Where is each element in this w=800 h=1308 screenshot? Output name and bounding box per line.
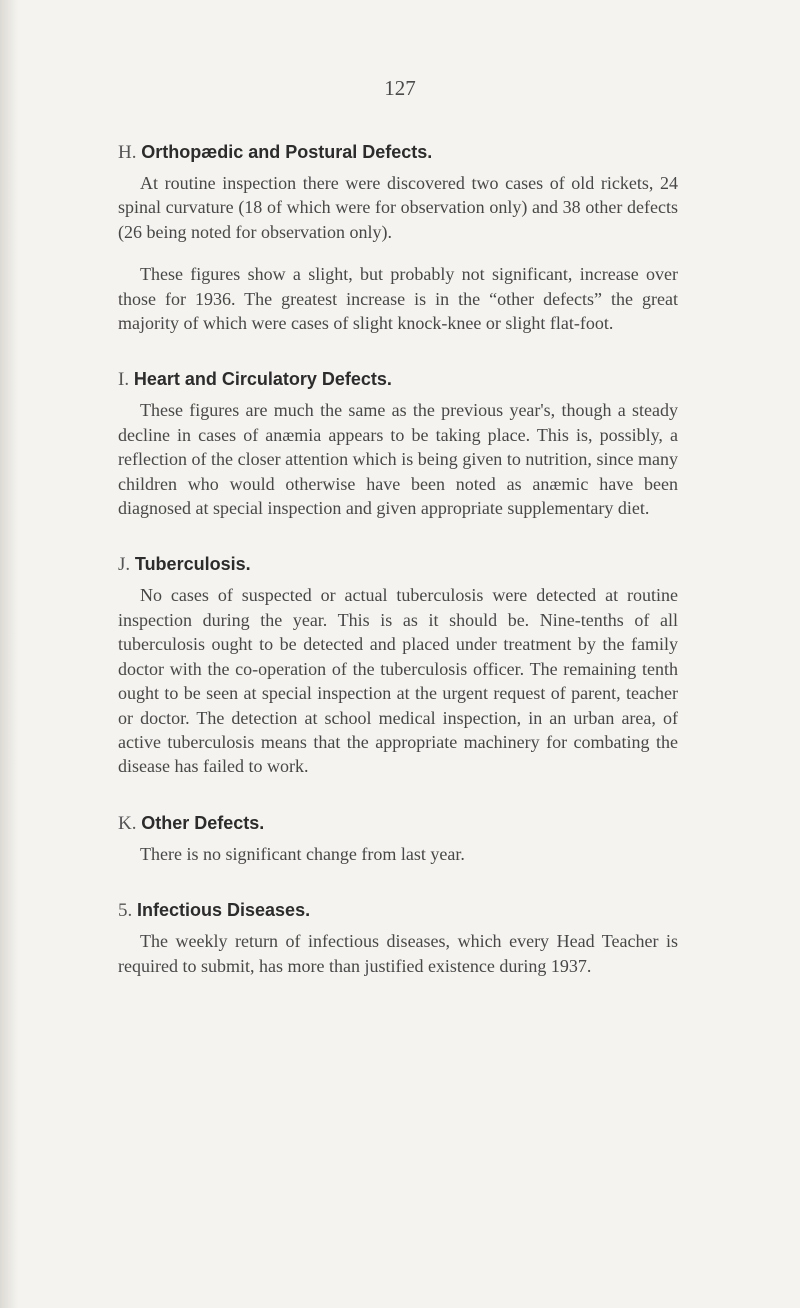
section-heading <box>118 138 678 167</box>
section-letter: H. <box>118 142 137 163</box>
paragraph: The weekly return of infectious diseases, which every Head Teacher is required to submit, has more than justified existence during 1937. <box>118 931 678 976</box>
section-other-defects <box>118 809 678 866</box>
section-heading <box>118 896 678 925</box>
section-letter: 5. <box>118 900 133 922</box>
page-edge-shadow <box>0 0 18 1308</box>
section-heading <box>118 365 678 394</box>
paragraph: These figures are much the same as the previous year's, though a steady decline in cases of anæmia appears to be taking place. This is, possibly, a reflection of the closer attention which is being given to nutrition, since many children who would otherwise have been noted as anæmic have been diagnosed at special inspection and given appropriate supplementary diet. <box>118 400 678 519</box>
section-infectious-diseases <box>118 896 678 978</box>
paragraph: At routine inspection there were discovered two cases of old rickets, 24 spinal curvature (18 of which were for observation only) and 38 other defects (26 being noted for observation only). <box>118 173 678 242</box>
document-body <box>118 138 678 1008</box>
page-number: 127 <box>384 76 416 100</box>
section-title: Orthopædic and Postural Defects. <box>141 142 433 162</box>
section-letter: K. <box>118 812 137 834</box>
section-tuberculosis <box>118 550 678 778</box>
paragraph: No cases of suspected or actual tuberculosis were detected at routine inspection during the year. This is as it should be. Nine-tenths of all tuberculosis ought to be detected and placed under treatment by the family doctor with the co-operation of the tuberculosis officer. The remaining tenth ought to be seen at special inspection at the urgent request of parent, teacher or doctor. The detection at school medical inspection, in an urban area, of active tuberculosis means that the appropriate machinery for combating the disease has failed to work. <box>118 585 678 777</box>
paragraph: These figures show a slight, but probably not significant, increase over those for 1936. The greatest increase is in the “other defects” the great majority of which were cases of slight knock-knee or slight flat-foot. <box>118 264 678 334</box>
section-title: Other Defects. <box>141 812 265 833</box>
section-letter: I. <box>118 369 130 391</box>
section-orthopaedic <box>118 138 678 335</box>
paragraph: There is no significant change from last year. <box>140 843 465 864</box>
section-heading <box>118 809 678 838</box>
section-title: Infectious Diseases. <box>137 900 311 921</box>
section-letter: J. <box>118 554 131 576</box>
section-title: Heart and Circulatory Defects. <box>133 369 392 390</box>
section-heading <box>118 550 678 579</box>
section-heart-circulatory <box>118 365 678 520</box>
section-title: Tuberculosis. <box>134 554 251 575</box>
